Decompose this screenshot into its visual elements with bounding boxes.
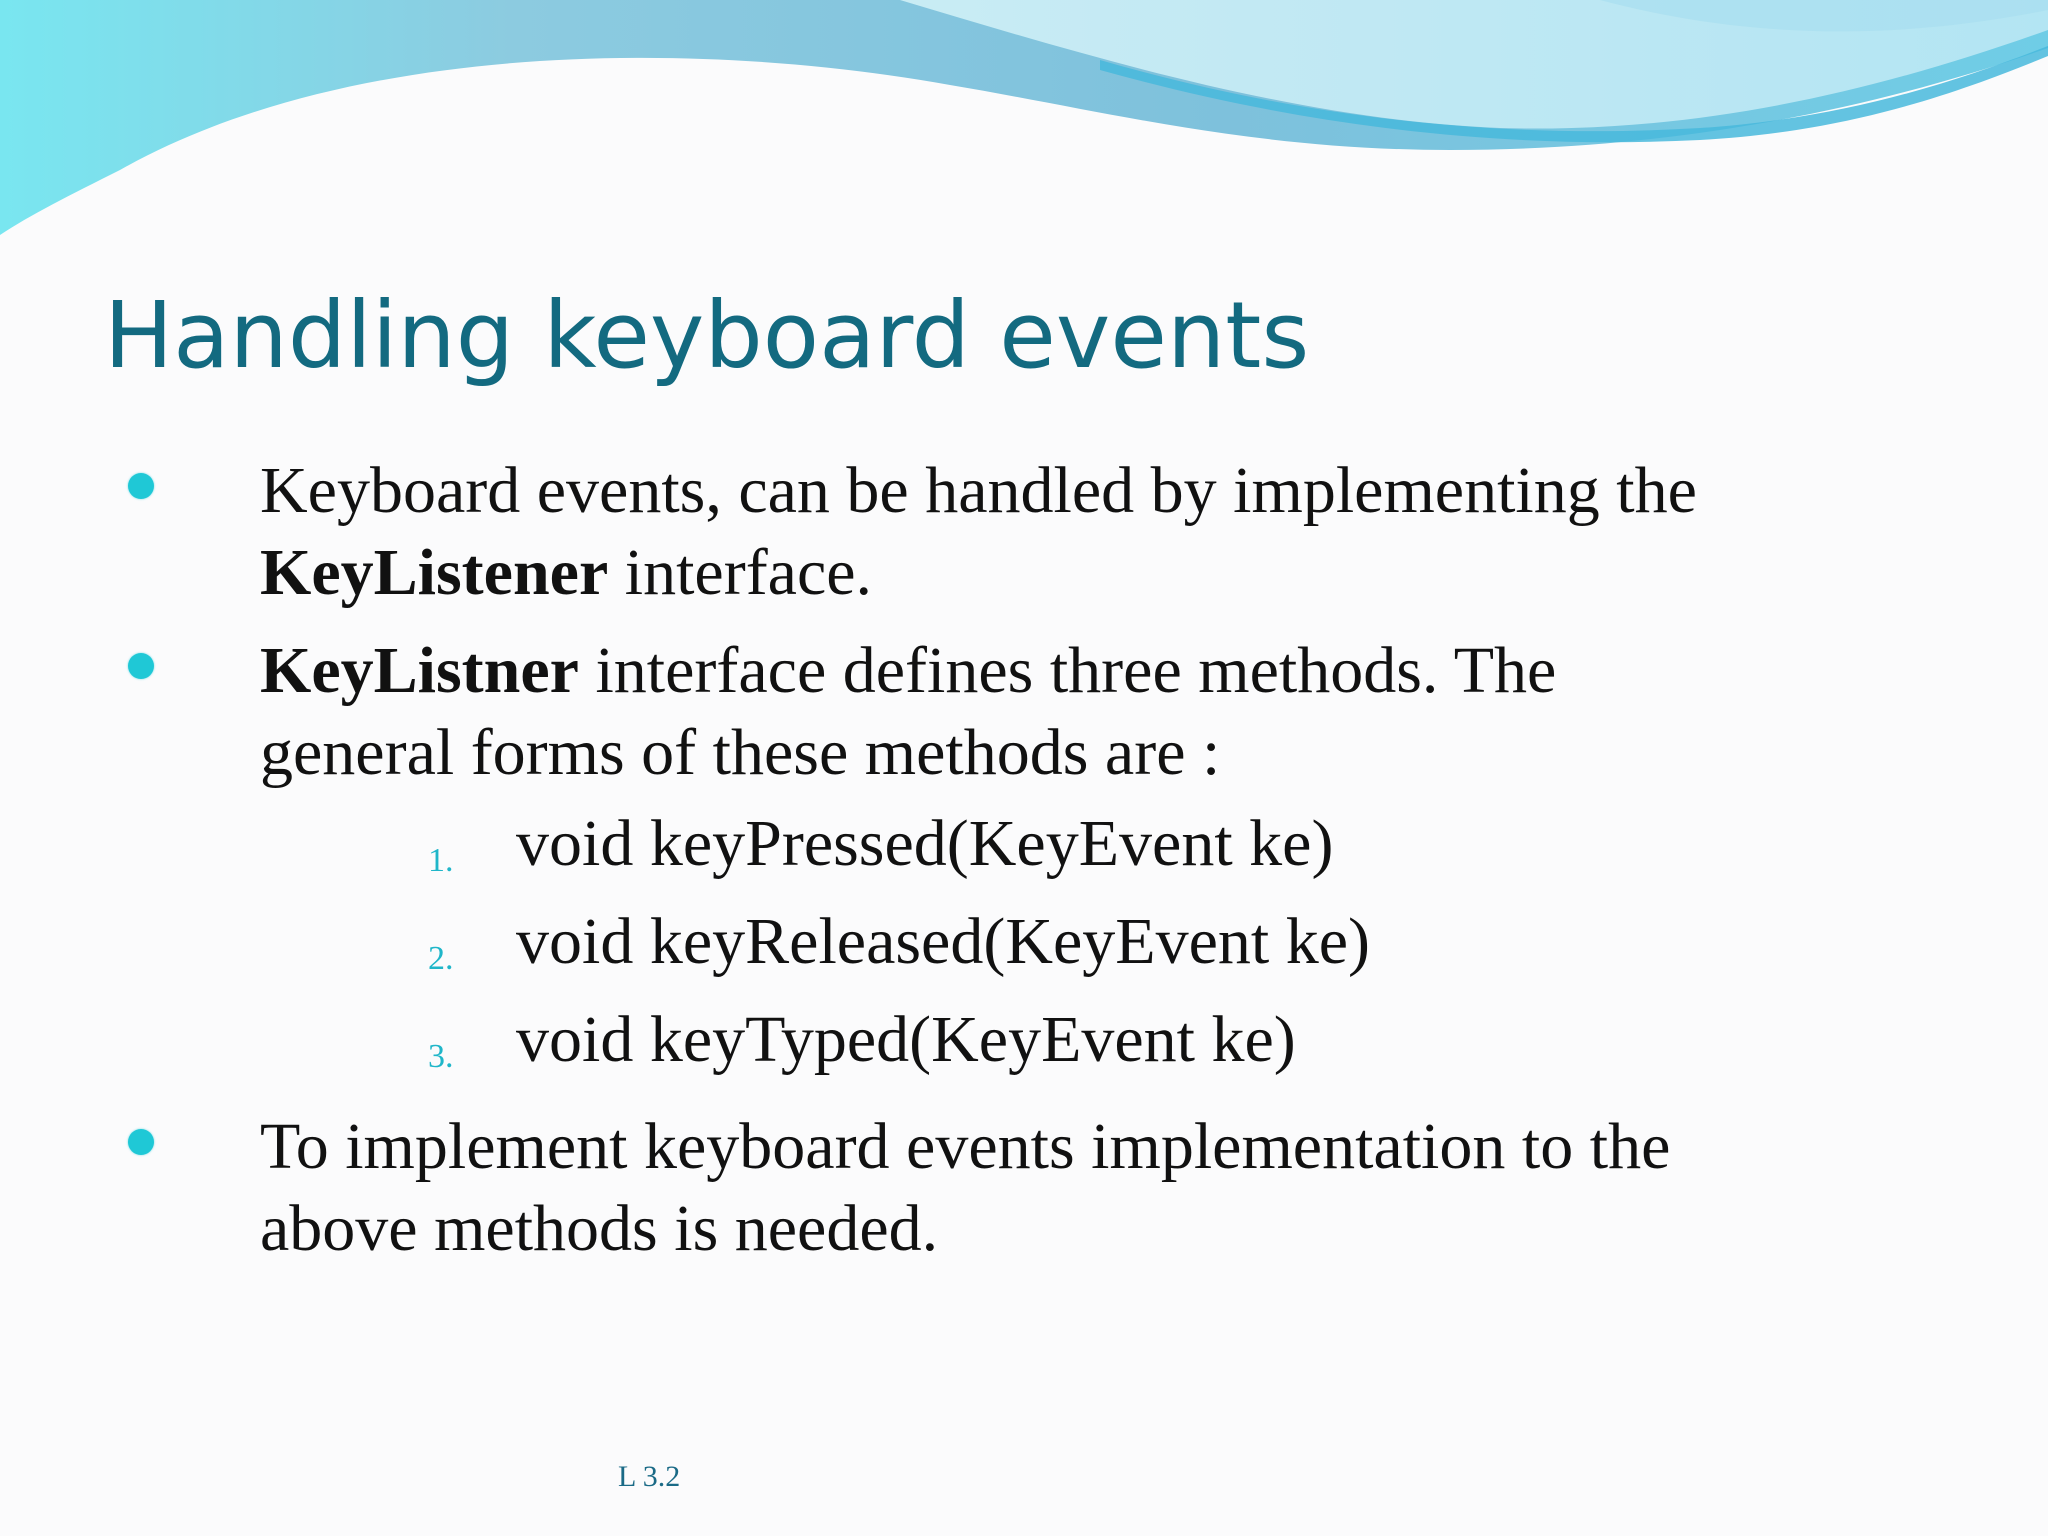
method-item-2 <box>0 904 2048 994</box>
keylistner-term: KeyListner <box>260 634 579 707</box>
method-number-1: 1. <box>428 842 454 879</box>
bullet-1-line-2-rest: interface. <box>608 536 873 609</box>
method-text-2: void keyReleased(KeyEvent ke) <box>516 905 1371 978</box>
method-text-3: void keyTyped(KeyEvent ke) <box>516 1003 1296 1076</box>
method-text-1: void keyPressed(KeyEvent ke) <box>516 807 1334 880</box>
method-number-2: 2. <box>428 940 454 977</box>
bullet-dot-icon <box>128 1129 154 1155</box>
bullet-2-line-1-rest: interface defines three methods. The <box>578 634 1557 707</box>
bullet-dot-icon <box>128 653 154 679</box>
bullet-3-line-2: above methods is needed. <box>260 1192 939 1265</box>
method-number-3: 3. <box>428 1038 454 1075</box>
bullet-2-line-1 <box>260 630 1960 712</box>
bullet-1-line-2 <box>260 532 1960 614</box>
slide-title: Handling keyboard events <box>104 282 1310 389</box>
bullet-text-1 <box>260 450 1960 614</box>
header-wave-decoration <box>0 0 2048 260</box>
slide-footer-label: L 3.2 <box>618 1460 681 1493</box>
bullet-3-line-1: To implement keyboard events implementation to the <box>260 1110 1671 1183</box>
bullet-text-3 <box>260 1106 1960 1270</box>
bullet-2-line-2: general forms of these methods are : <box>260 716 1221 789</box>
method-item-1 <box>0 806 2048 896</box>
keylistener-term: KeyListener <box>260 536 609 609</box>
bullet-text-2 <box>260 630 1960 794</box>
method-item-3 <box>0 1002 2048 1092</box>
bullet-dot-icon <box>128 473 154 499</box>
bullet-1-line-1: Keyboard events, can be handled by implementing the <box>260 454 1697 527</box>
